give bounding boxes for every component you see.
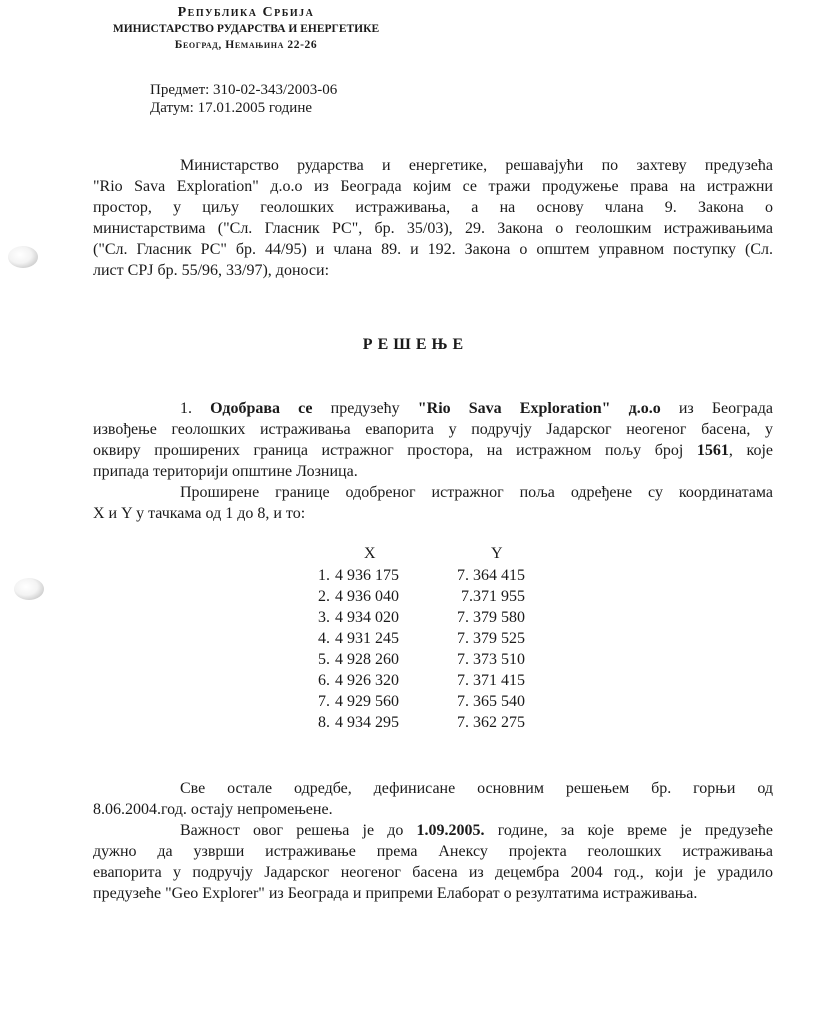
- intro-paragraph: Министарство рударства и енергетике, решавајући по захтеву предузећа "Rio Sava Exploration" д.о.о из Београда којим се тражи продужење права на истражни простор, у циљу геолошких истраживања, а на основу члана 9. Закона о министарствима ("Сл. Гласник РС", бр. 35/03), 29. Закона о геолошким истраживањима ("Сл. Гласник РС" бр. 44/95) и члана 89. и 192. Закона о општем управном поступку (Сл. лист СРЈ бр. 55/96, 33/97), доноси:: [93, 157, 773, 279]
- coord-header-x: X: [364, 545, 376, 562]
- date-line: Датум: 17.01.2005 године: [150, 100, 313, 116]
- extent-paragraph: Проширене границе одобреног истражног поља одређене су координатама X и Y у тачкама од 1 до 8, и то:: [93, 484, 773, 522]
- binder-hole-top: [8, 246, 38, 268]
- subject-line: Предмет: 310-02-343/2003-06: [150, 82, 338, 98]
- letterhead: [96, 4, 396, 53]
- letterhead-country: Република Србија: [177, 5, 315, 20]
- letterhead-ministry: МИНИСТАРСТВО РУДАРСТВА И ЕНЕРГЕТИКЕ: [112, 23, 380, 35]
- other-provisions-paragraph: Све остале одредбе, дефинисане основним решењем бр. горњи од 8.06.2004.год. остају непромењене.: [93, 780, 773, 818]
- item1-paragraph: 1. Одобрава се предузећу "Rio Sava Exploration" д.о.о из Београда извођење геолошких истраживања евапорита у подручју Јадарског неогеног басена, у оквиру проширених граница истражног простора, на истражном пољу број 1561, које припада територији општине Лозница.: [93, 400, 774, 480]
- decision-title: РЕШЕЊЕ: [362, 336, 469, 353]
- binder-hole-bottom: [14, 578, 44, 600]
- coord-header-y: Y: [491, 545, 503, 562]
- letterhead-address: Београд, Немањина 22-26: [174, 39, 318, 51]
- validity-paragraph: Важност овог решења је до 1.09.2005. године, за које време је предузеће дужно да узврши истраживање према Анексу пројекта геолошких истраживања евапорита у подручју Јадарског неогеног басена из децембра 2004 год., који је урадило предузеће "Geo Explorer" из Београда и припреми Елаборат о резултатима истраживања.: [93, 822, 774, 902]
